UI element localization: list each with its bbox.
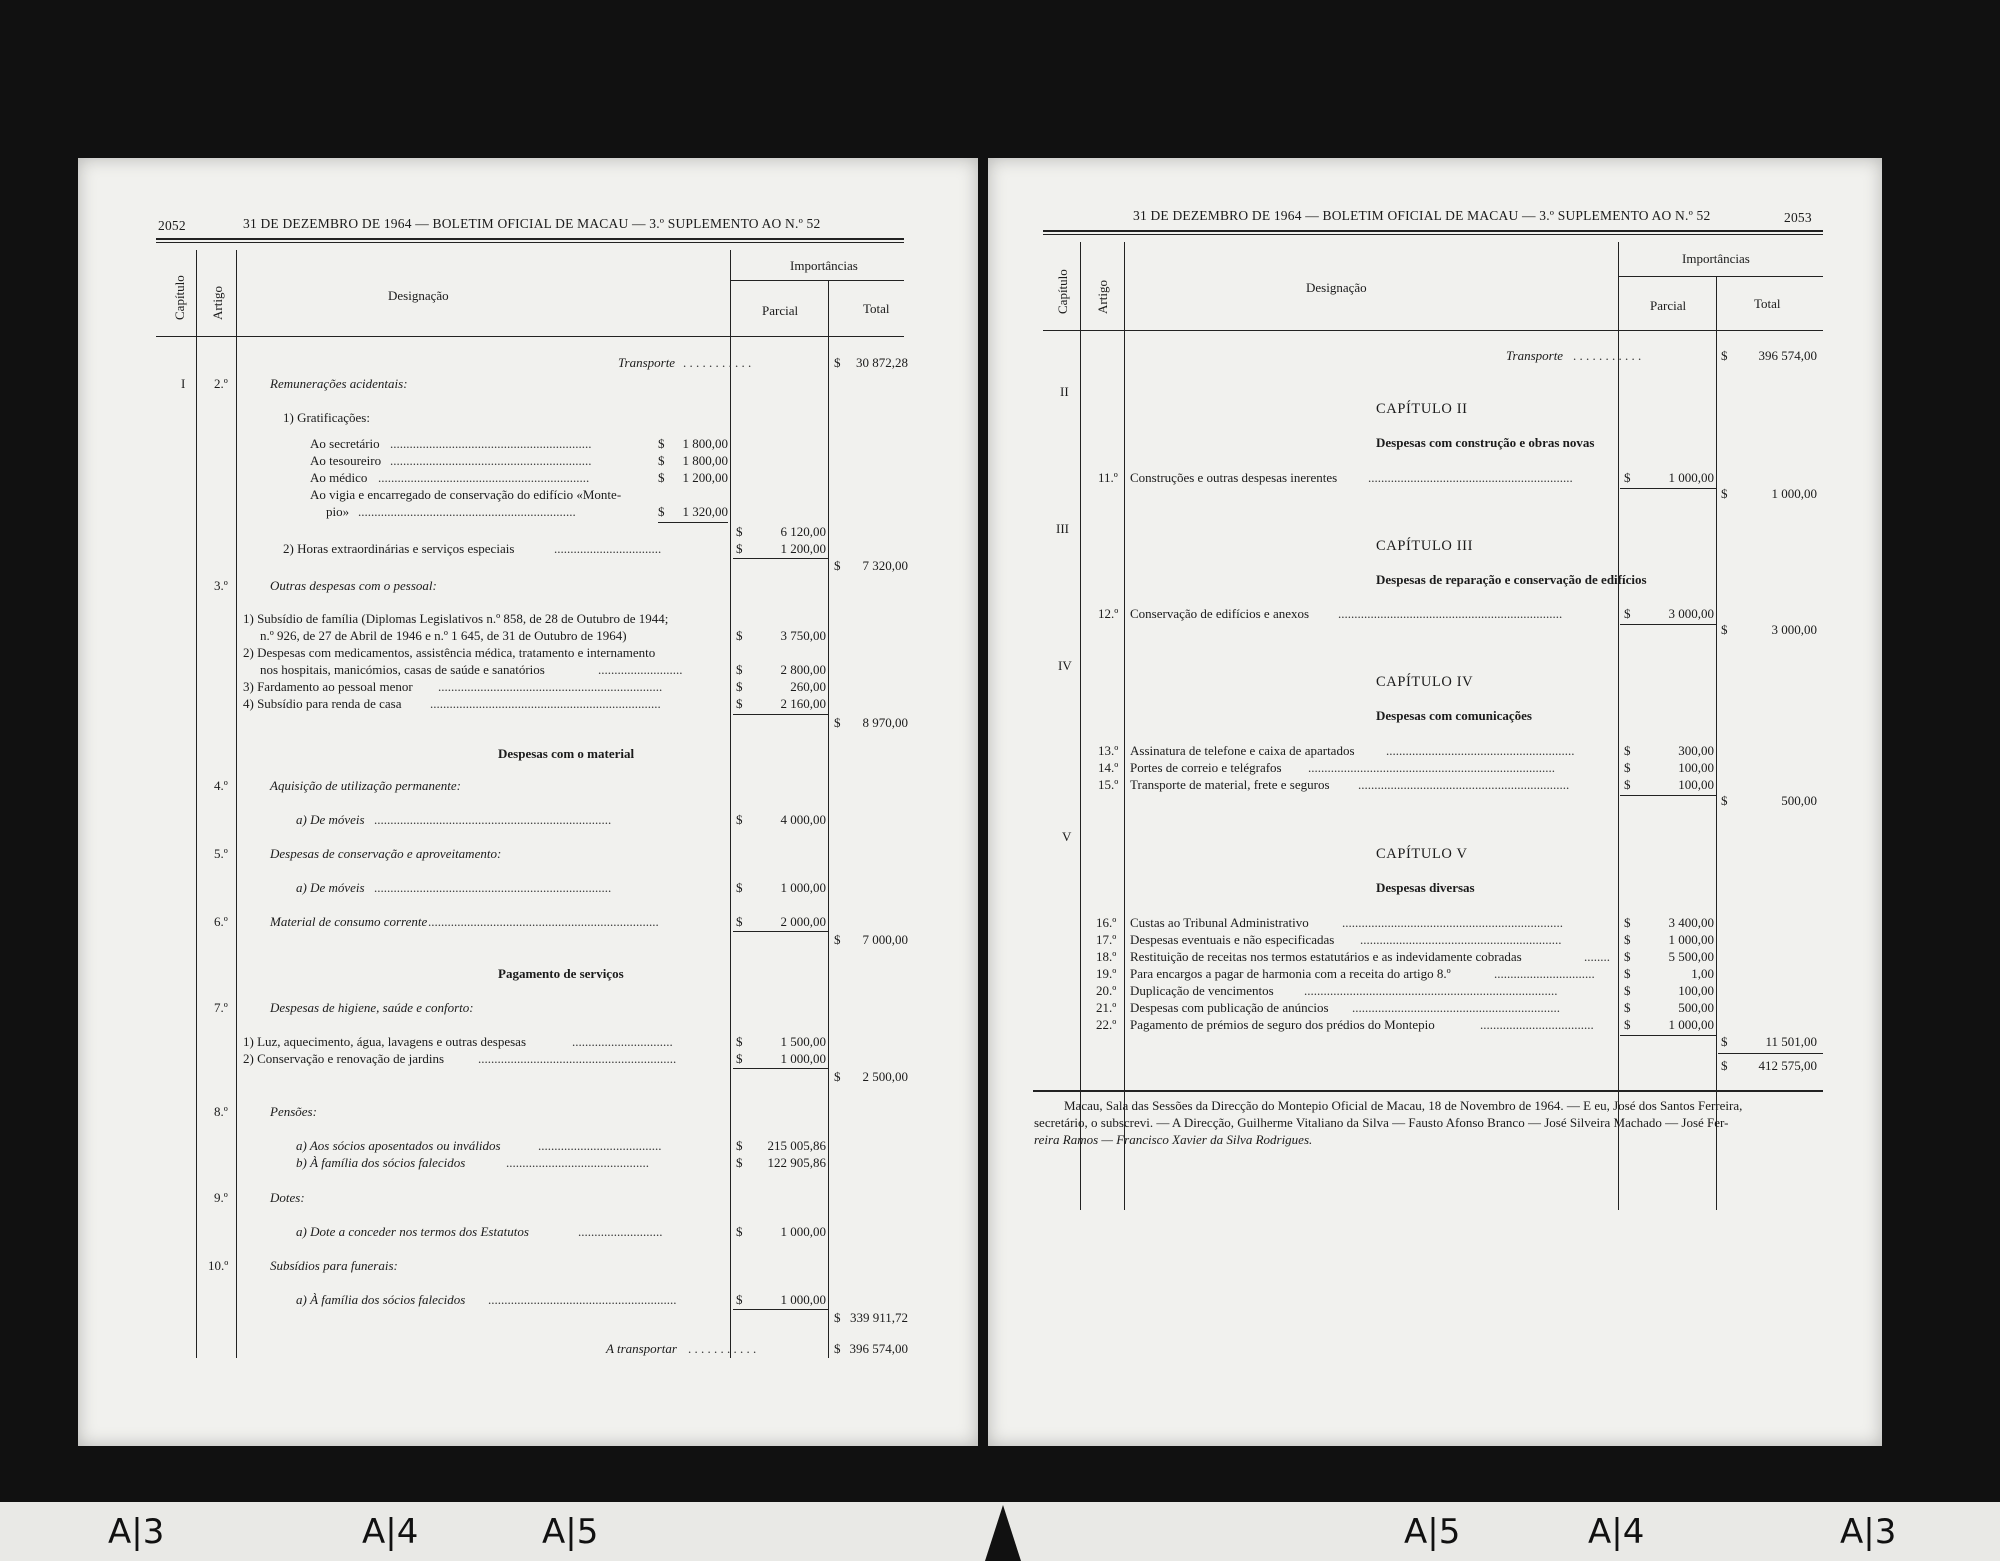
- d-a-val: 1 000,00: [780, 1224, 826, 1239]
- closing-line-1: Macau, Sala das Sessões da Direcção do Montepio Oficial de Macau, 18 de Novembro de 1964. — E eu, José dos Santos Ferreira,: [1064, 1098, 1743, 1113]
- col-total-right: Total: [1754, 296, 1781, 311]
- leader-dots: . . . . . . . . . . .: [683, 355, 752, 370]
- leader-dots: ..........................................................: [1386, 743, 1575, 758]
- leader-dots: ...................................................................: [358, 504, 576, 519]
- s1-val: 3 750,00: [780, 628, 826, 643]
- s2-line-b: nos hospitais, manicómios, casas de saúde e sanatórios: [260, 662, 545, 677]
- art-2-title: Remunerações acidentais:: [270, 376, 408, 391]
- currency-symbol: $: [736, 628, 743, 643]
- art-16: 16.º: [1096, 915, 1117, 930]
- transporte-label: Transporte: [618, 355, 676, 370]
- currency-symbol: $: [1624, 949, 1631, 964]
- s3-val: 260,00: [790, 679, 826, 694]
- grat-vig-2: pio»: [326, 504, 350, 519]
- closing-line-2: secretário, o subscrevi. — A Direcção, Guilherme Vitaliano da Silva — Fausto Afonso Branco — José Silveira Machado — José Fer-: [1034, 1115, 1729, 1130]
- currency-symbol: $: [658, 453, 665, 468]
- art-17-text: Despesas eventuais e não especificadas: [1130, 932, 1335, 947]
- currency-symbol: $: [1721, 348, 1728, 363]
- currency-symbol: $: [1721, 793, 1728, 808]
- f-a-val: 1 000,00: [780, 1292, 826, 1307]
- art-21: 21.º: [1096, 1000, 1117, 1015]
- currency-symbol: $: [1721, 1058, 1728, 1073]
- leader-dots: . . . . . . . . . . .: [1573, 348, 1642, 363]
- cap-iii-total: 3 000,00: [1771, 622, 1817, 637]
- art-17: 17.º: [1096, 932, 1117, 947]
- art-22: 22.º: [1096, 1017, 1117, 1032]
- closing-line-3: reira Ramos — Francisco Xavier da Silva Rodrigues.: [1034, 1132, 1313, 1147]
- col-total: Total: [863, 301, 890, 316]
- currency-symbol: $: [658, 436, 665, 451]
- art-16-val: 3 400,00: [1668, 915, 1714, 930]
- film-mark-2: A|4: [362, 1512, 419, 1552]
- film-mark-3: A|5: [542, 1512, 599, 1552]
- a-transportar-label: A transportar: [606, 1341, 677, 1356]
- leader-dots: .................................................................: [378, 470, 590, 485]
- h2-text: 2) Conservação e renovação de jardins: [243, 1051, 445, 1066]
- currency-symbol: $: [736, 880, 743, 895]
- currency-symbol: $: [736, 1224, 743, 1239]
- currency-symbol: $: [658, 470, 665, 485]
- leader-dots: ............................................: [506, 1155, 649, 1170]
- currency-symbol: $: [736, 1034, 743, 1049]
- art-6-title: Material de consumo corrente: [270, 914, 428, 929]
- currency-symbol: $: [736, 1292, 743, 1307]
- currency-symbol: $: [736, 914, 743, 929]
- leader-dots: ........: [1584, 949, 1610, 964]
- currency-symbol: $: [1624, 1017, 1631, 1032]
- right-page: [988, 158, 1882, 1446]
- art-21-text: Despesas com publicação de anúncios: [1130, 1000, 1329, 1015]
- grat-parcial: 6 120,00: [780, 524, 826, 539]
- s1-line-a: 1) Subsídio de família (Diplomas Legislativos n.º 858, de 28 de Outubro de 1944;: [243, 611, 669, 626]
- leader-dots: .....................................................................: [438, 679, 663, 694]
- art-12: 12.º: [1098, 606, 1119, 621]
- film-mark-6: A|3: [1840, 1512, 1897, 1552]
- col-importancias: Importâncias: [790, 258, 858, 273]
- art-22-val: 1 000,00: [1668, 1017, 1714, 1032]
- art-7: 7.º: [214, 1000, 228, 1015]
- leader-dots: .................................: [554, 541, 662, 556]
- currency-symbol: $: [1624, 777, 1631, 792]
- cap-iv-title: CAPÍTULO IV: [1376, 674, 1474, 690]
- art-7-title: Despesas de higiene, saúde e conforto:: [270, 1000, 474, 1015]
- art-21-val: 500,00: [1678, 1000, 1714, 1015]
- currency-symbol: $: [736, 679, 743, 694]
- grat-vig-1: Ao vigia e encarregado de conservação do edifício «Monte-: [310, 487, 622, 502]
- transporte-total: 30 872,28: [856, 355, 908, 370]
- col-parcial: Parcial: [762, 303, 799, 318]
- leader-dots: ..........................................................: [488, 1292, 677, 1307]
- art-14-val: 100,00: [1678, 760, 1714, 775]
- leader-dots: ...............................: [572, 1034, 673, 1049]
- currency-symbol: $: [834, 1310, 841, 1325]
- leader-dots: ..............................................................................: [1304, 983, 1558, 998]
- art-10-title: Subsídios para funerais:: [270, 1258, 398, 1273]
- art-9: 9.º: [214, 1190, 228, 1205]
- art-5-title: Despesas de conservação e aproveitamento:: [270, 846, 502, 861]
- art-3-total: 8 970,00: [862, 715, 908, 730]
- art-6-val: 2 000,00: [780, 914, 826, 929]
- currency-symbol: $: [1721, 486, 1728, 501]
- transporte-label-right: Transporte: [1506, 348, 1564, 363]
- currency-symbol: $: [1624, 983, 1631, 998]
- grat-title: 1) Gratificações:: [283, 410, 370, 425]
- art-3-title: Outras despesas com o pessoal:: [270, 578, 437, 593]
- currency-symbol: $: [736, 696, 743, 711]
- cap-iv: IV: [1058, 658, 1072, 673]
- h2-val: 1 000,00: [780, 1051, 826, 1066]
- horas-parcial: 1 200,00: [780, 541, 826, 556]
- cap-v-title: CAPÍTULO V: [1376, 846, 1468, 862]
- leader-dots: ................................................................: [1352, 1000, 1560, 1015]
- leader-dots: . . . . . . . . . . .: [688, 1341, 757, 1356]
- art-19: 19.º: [1096, 966, 1117, 981]
- col-parcial-right: Parcial: [1650, 298, 1687, 313]
- art-22-text: Pagamento de prémios de seguro dos prédios do Montepio: [1130, 1017, 1435, 1032]
- left-page: [78, 158, 978, 1446]
- leader-dots: .....................................................................: [1338, 606, 1563, 621]
- art-17-val: 1 000,00: [1668, 932, 1714, 947]
- currency-symbol: $: [736, 1051, 743, 1066]
- art-18-val: 5 500,00: [1668, 949, 1714, 964]
- art-20: 20.º: [1096, 983, 1117, 998]
- p-a-val: 215 005,86: [767, 1138, 826, 1153]
- film-mark-5: A|4: [1588, 1512, 1645, 1552]
- s1-line-b: n.º 926, de 27 de Abril de 1946 e n.º 1 645, de 31 de Outubro de 1964): [260, 628, 627, 643]
- grat-med-val: 1 200,00: [682, 470, 728, 485]
- art-13-text: Assinatura de telefone e caixa de apartados: [1130, 743, 1355, 758]
- art-2: 2.º: [214, 376, 228, 391]
- material-total: 7 000,00: [862, 932, 908, 947]
- col-designacao-right: Designação: [1306, 280, 1367, 295]
- page-header-right: 31 DE DEZEMBRO DE 1964 — BOLETIM OFICIAL DE MACAU — 3.º SUPLEMENTO AO N.º 52: [1133, 208, 1711, 223]
- art-12-text: Conservação de edifícios e anexos: [1130, 606, 1310, 621]
- currency-symbol: $: [834, 932, 841, 947]
- page-number-right: 2053: [1784, 210, 1812, 225]
- art-5: 5.º: [214, 846, 228, 861]
- cap-ii-sub: Despesas com construção e obras novas: [1376, 435, 1595, 450]
- page-header: 31 DE DEZEMBRO DE 1964 — BOLETIM OFICIAL DE MACAU — 3.º SUPLEMENTO AO N.º 52: [243, 216, 821, 231]
- transporte-total-right: 396 574,00: [1758, 348, 1817, 363]
- material-title: Despesas com o material: [498, 746, 635, 761]
- currency-symbol: $: [736, 1138, 743, 1153]
- film-notch: [985, 1505, 1021, 1561]
- grat-sec: Ao secretário: [310, 436, 380, 451]
- grat-tes-val: 1 800,00: [682, 453, 728, 468]
- currency-symbol: $: [834, 558, 841, 573]
- s4-val: 2 160,00: [780, 696, 826, 711]
- leader-dots: ..............................................................: [1360, 932, 1562, 947]
- art-10: 10.º: [208, 1258, 229, 1273]
- currency-symbol: $: [1624, 1000, 1631, 1015]
- p-b-text: b) À família dos sócios falecidos: [296, 1155, 466, 1170]
- currency-symbol: $: [1624, 932, 1631, 947]
- h1-val: 1 500,00: [780, 1034, 826, 1049]
- art-11-text: Construções e outras despesas inerentes: [1130, 470, 1338, 485]
- art-18-text: Restituição de receitas nos termos estatutários e as indevidamente cobradas: [1130, 949, 1522, 964]
- col-capitulo: Capítulo: [172, 275, 187, 320]
- currency-symbol: $: [1624, 743, 1631, 758]
- leader-dots: .......................................................................: [428, 914, 659, 929]
- film-mark-4: A|5: [1404, 1512, 1461, 1552]
- art-19-text: Para encargos a pagar de harmonia com a receita do artigo 8.º: [1130, 966, 1451, 981]
- currency-symbol: $: [658, 504, 665, 519]
- currency-symbol: $: [736, 1155, 743, 1170]
- d-a-text: a) Dote a conceder nos termos dos Estatutos: [296, 1224, 529, 1239]
- art-5-val: 1 000,00: [780, 880, 826, 895]
- grat-vig-val: 1 320,00: [682, 504, 728, 519]
- art-4-title: Aquisição de utilização permanente:: [270, 778, 461, 793]
- grat-tes: Ao tesoureiro: [310, 453, 382, 468]
- art-7-total: 2 500,00: [862, 1069, 908, 1084]
- leader-dots: ...............................: [1494, 966, 1595, 981]
- art-6: 6.º: [214, 914, 228, 929]
- art-13-val: 300,00: [1678, 743, 1714, 758]
- currency-symbol: $: [1624, 760, 1631, 775]
- horas-text: 2) Horas extraordinárias e serviços especiais: [283, 541, 515, 556]
- currency-symbol: $: [834, 355, 841, 370]
- leader-dots: ..............................................................: [390, 436, 592, 451]
- currency-symbol: $: [1624, 606, 1631, 621]
- currency-symbol: $: [736, 662, 743, 677]
- art-14: 14.º: [1098, 760, 1119, 775]
- s4-text: 4) Subsídio para renda de casa: [243, 696, 402, 711]
- art-3: 3.º: [214, 578, 228, 593]
- h1-text: 1) Luz, aquecimento, água, lavagens e outras despesas: [243, 1034, 527, 1049]
- cap-ii-title: CAPÍTULO II: [1376, 401, 1468, 417]
- art-13: 13.º: [1098, 743, 1119, 758]
- p-a-text: a) Aos sócios aposentados ou inválidos: [296, 1138, 501, 1153]
- currency-symbol: $: [1721, 622, 1728, 637]
- cap-v: V: [1062, 829, 1072, 844]
- art-15-val: 100,00: [1678, 777, 1714, 792]
- currency-symbol: $: [736, 524, 743, 539]
- grat-med: Ao médico: [310, 470, 368, 485]
- cap-v-sub: Despesas diversas: [1376, 880, 1475, 895]
- cap-i: I: [181, 376, 186, 391]
- col-designacao: Designação: [388, 288, 449, 303]
- p-b-val: 122 905,86: [767, 1155, 826, 1170]
- art-11-val: 1 000,00: [1668, 470, 1714, 485]
- cap-v-total: 11 501,00: [1765, 1034, 1817, 1049]
- leader-dots: ..........................: [578, 1224, 663, 1239]
- s2-val: 2 800,00: [780, 662, 826, 677]
- a-transportar-total: 396 574,00: [849, 1341, 908, 1356]
- currency-symbol: $: [834, 1069, 841, 1084]
- currency-symbol: $: [834, 1341, 841, 1356]
- cap-iii-sub: Despesas de reparação e conservação de edifícios: [1376, 572, 1647, 587]
- leader-dots: .........................................................................: [374, 812, 612, 827]
- art-15-text: Transporte de material, frete e seguros: [1130, 777, 1330, 792]
- cap-iii-title: CAPÍTULO III: [1376, 538, 1474, 554]
- grat-sec-val: 1 800,00: [682, 436, 728, 451]
- art-4-a: a) De móveis: [296, 812, 365, 827]
- cap-iv-sub: Despesas com comunicações: [1376, 708, 1532, 723]
- currency-symbol: $: [736, 812, 743, 827]
- currency-symbol: $: [1624, 915, 1631, 930]
- col-artigo: Artigo: [210, 286, 225, 320]
- s3-text: 3) Fardamento ao pessoal menor: [243, 679, 413, 694]
- art-11: 11.º: [1098, 470, 1118, 485]
- currency-symbol: $: [736, 541, 743, 556]
- art-4-val: 4 000,00: [780, 812, 826, 827]
- art-15: 15.º: [1098, 777, 1119, 792]
- currency-symbol: $: [1624, 470, 1631, 485]
- currency-symbol: $: [1721, 1034, 1728, 1049]
- art-20-text: Duplicação de vencimentos: [1130, 983, 1274, 998]
- leader-dots: ....................................................................: [1342, 915, 1563, 930]
- currency-symbol: $: [834, 715, 841, 730]
- f-a-text: a) À família dos sócios falecidos: [296, 1292, 466, 1307]
- art-12-val: 3 000,00: [1668, 606, 1714, 621]
- art-19-val: 1,00: [1691, 966, 1714, 981]
- leader-dots: .........................................................................: [374, 880, 612, 895]
- leader-dots: .................................................................: [1358, 777, 1570, 792]
- col-capitulo-right: Capítulo: [1055, 269, 1070, 314]
- s2-line-a: 2) Despesas com medicamentos, assistência médica, tratamento e internamento: [243, 645, 656, 660]
- cap-iv-total: 500,00: [1781, 793, 1817, 808]
- film-mark-1: A|3: [108, 1512, 165, 1552]
- currency-symbol: $: [1624, 966, 1631, 981]
- art-20-val: 100,00: [1678, 983, 1714, 998]
- art-8: 8.º: [214, 1104, 228, 1119]
- art-8-title: Pensões:: [270, 1104, 317, 1119]
- leader-dots: ...................................: [1480, 1017, 1594, 1032]
- art-18: 18.º: [1096, 949, 1117, 964]
- leader-dots: .......................................................................: [430, 696, 661, 711]
- leader-dots: ..........................: [598, 662, 683, 677]
- arts-8-10-total: 339 911,72: [849, 1310, 908, 1325]
- art-5-a: a) De móveis: [296, 880, 365, 895]
- col-importancias-right: Importâncias: [1682, 251, 1750, 266]
- cap-iii: III: [1056, 521, 1069, 536]
- leader-dots: ............................................................................: [1308, 760, 1555, 775]
- grand-total: 412 575,00: [1758, 1058, 1817, 1073]
- col-artigo-right: Artigo: [1095, 280, 1110, 314]
- art-4: 4.º: [214, 778, 228, 793]
- cap-ii: II: [1060, 384, 1069, 399]
- art-14-text: Portes de correio e telégrafos: [1130, 760, 1282, 775]
- servicos-title: Pagamento de serviços: [498, 966, 624, 981]
- leader-dots: ......................................: [538, 1138, 662, 1153]
- leader-dots: ..............................................................: [390, 453, 592, 468]
- art-2-total: 7 320,00: [862, 558, 908, 573]
- art-9-title: Dotes:: [270, 1190, 305, 1205]
- leader-dots: .............................................................: [478, 1051, 677, 1066]
- art-16-text: Custas ao Tribunal Administrativo: [1130, 915, 1309, 930]
- leader-dots: ...............................................................: [1368, 470, 1573, 485]
- cap-ii-total: 1 000,00: [1771, 486, 1817, 501]
- page-number: 2052: [158, 218, 186, 233]
